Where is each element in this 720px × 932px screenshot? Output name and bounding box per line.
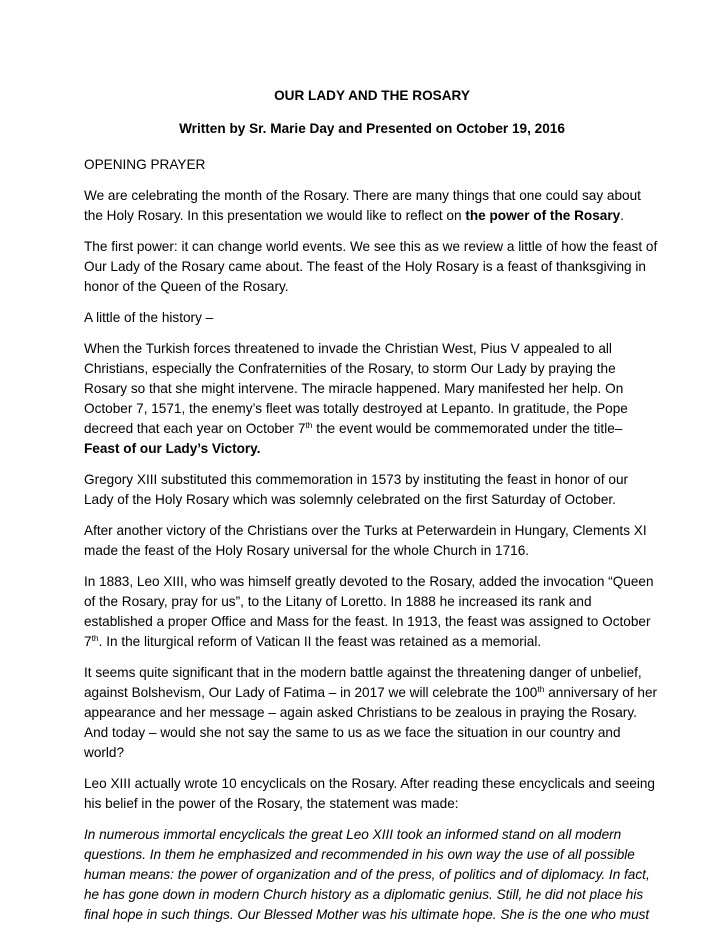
- paragraph-4-text-cont: the event would be commemorated under the title–: [312, 421, 623, 436]
- paragraph-8: [84, 663, 660, 763]
- paragraph-1-end: .: [620, 208, 624, 223]
- paragraph-4-emphasis: Feast of our Lady’s Victory.: [84, 441, 261, 456]
- paragraph-2: The first power: it can change world events. We see this as we review a little of how the feast of Our Lady of the Rosary came about. The feast of the Holy Rosary is a feast of thanksgiving in honor of the Queen of the Rosary.: [84, 239, 658, 294]
- paragraph-3: A little of the history –: [84, 310, 214, 325]
- paragraph-6: After another victory of the Christians over the Turks at Peterwardein in Hungary, Clements XI made the feast of the Holy Rosary universal for the whole Church in 1716.: [84, 523, 647, 558]
- paragraph-4: [84, 339, 660, 459]
- paragraph-4-superscript: th: [305, 420, 313, 430]
- opening-prayer-heading: OPENING PRAYER: [84, 157, 206, 172]
- document-title: OUR LADY AND THE ROSARY: [274, 88, 470, 103]
- quote-text: In numerous immortal encyclicals the great Leo XIII took an informed stand on all modern questions. In them he emphasized and recommended in his own way the use of all possible human means: the power of organization and of the press, of politics and of diplomacy. In fact, he has gone down in modern Church history as a diplomatic genius. Still, he did not place his final hope in such things. Our Blessed Mother was his ultimate hope. She is the one who must: [84, 827, 650, 922]
- paragraph-1-emphasis: the power of the Rosary: [465, 208, 621, 223]
- paragraph-8-superscript: th: [537, 684, 545, 694]
- quote-paragraph: [84, 825, 660, 925]
- paragraph-8-text-cont: anniversary of her appearance and her message – again asked Christians to be zealous in praying the Rosary. And today – would she not say the same to us as we face the situation in our country and world?: [84, 685, 658, 760]
- paragraph-5: Gregory XIII substituted this commemoration in 1573 by instituting the feast in honor of our Lady of the Holy Rosary which was solemnly celebrated on the first Saturday of October.: [84, 472, 629, 507]
- document-subtitle: Written by Sr. Marie Day and Presented on October 19, 2016: [179, 121, 565, 136]
- paragraph-4-text: When the Turkish forces threatened to invade the Christian West, Pius V appealed to all Christians, especially the Confraternities of the Rosary, to storm Our Lady by praying the Rosary so that she might intervene. The miracle happened. Mary manifested her help. On October 7, 1571, the enemy’s fleet was totally destroyed at Lepanto. In gratitude, the Pope decreed that each year on October 7: [84, 341, 628, 436]
- paragraph-9: Leo XIII actually wrote 10 encyclicals on the Rosary. After reading these encyclicals and seeing his belief in the power of the Rosary, the statement was made:: [84, 776, 655, 811]
- paragraph-7-text: In 1883, Leo XIII, who was himself greatly devoted to the Rosary, added the invocation “Queen of the Rosary, pray for us”, to the Litany of Loretto. In 1888 he increased its rank and established a proper Office and Mass for the feast. In 1913, the feast was assigned to October 7: [84, 574, 654, 649]
- paragraph-1-text: We are celebrating the month of the Rosary. There are many things that one could say about the Holy Rosary. In this presentation we would like to reflect on: [84, 188, 641, 223]
- paragraph-8-text: It seems quite significant that in the modern battle against the threatening danger of unbelief, against Bolshevism, Our Lady of Fatima – in 2017 we will celebrate the 100: [84, 665, 642, 700]
- paragraph-7-text-cont: . In the liturgical reform of Vatican II the feast was retained as a memorial.: [98, 634, 542, 649]
- paragraph-7: [84, 572, 660, 652]
- paragraph-1: [84, 186, 660, 226]
- paragraph-7-superscript: th: [91, 633, 99, 643]
